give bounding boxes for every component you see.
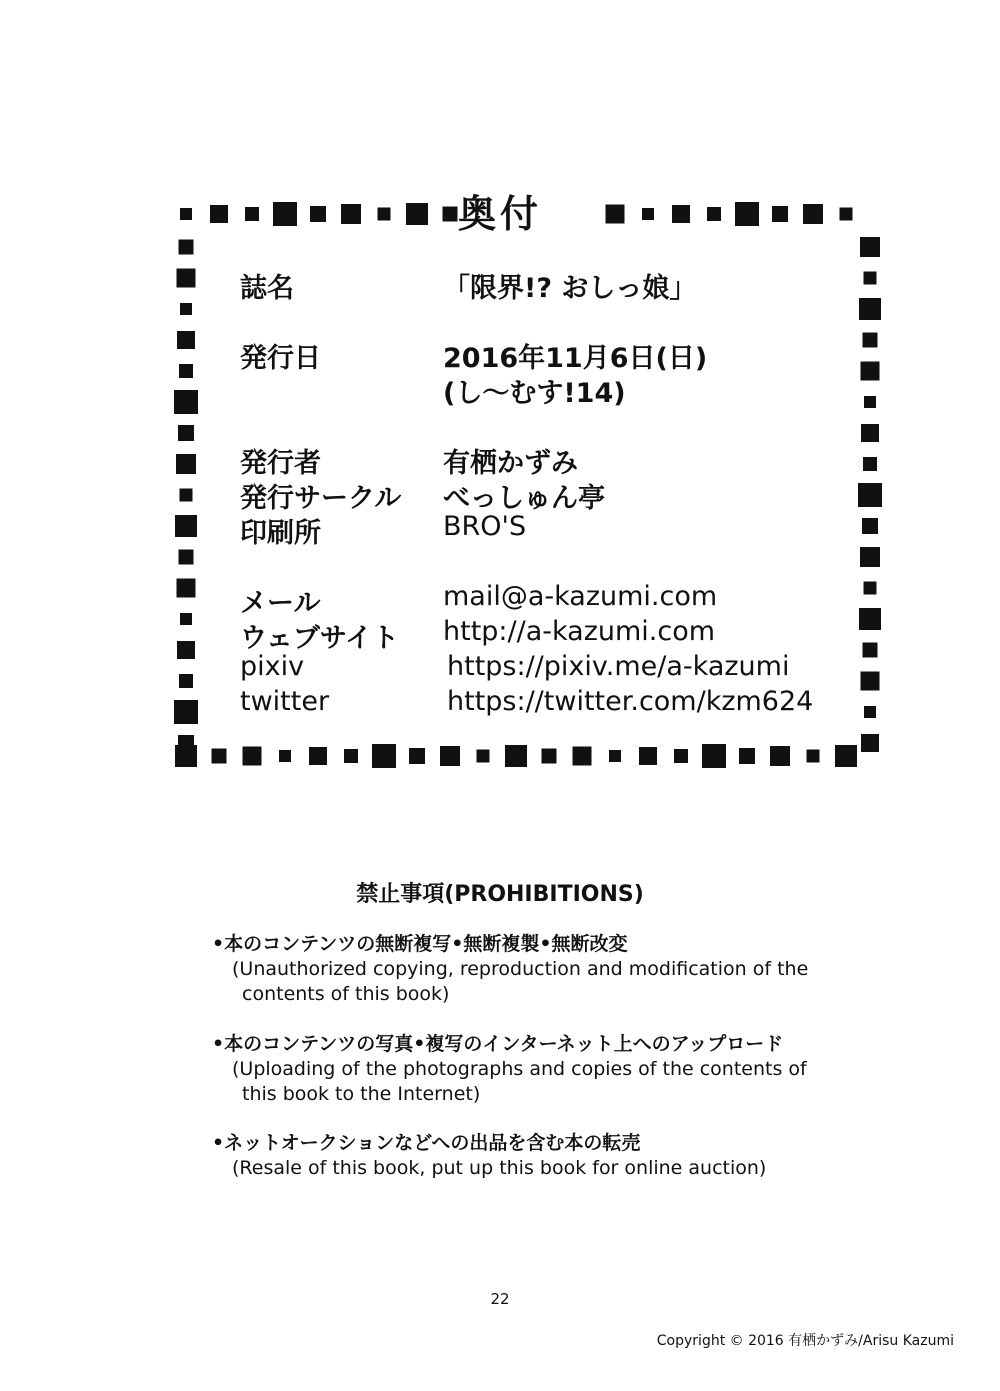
border-square <box>807 750 820 763</box>
border-square <box>674 749 688 763</box>
prohibition-ja: •本のコンテンツの無断複写•無断複製•無断改変 <box>212 933 628 955</box>
prohibition-en-cont: this book to the Internet) <box>242 1083 481 1105</box>
prohibition-item-3 <box>212 1131 766 1181</box>
mail-label: メール <box>240 588 321 619</box>
border-square <box>702 744 726 768</box>
border-square <box>864 706 876 718</box>
border-square <box>863 643 878 658</box>
website-value: http://a-kazumi.com <box>443 616 716 647</box>
border-square <box>861 672 880 691</box>
website-label: ウェブサイト <box>240 623 400 654</box>
border-square <box>180 489 193 502</box>
border-square <box>372 744 396 768</box>
border-square <box>178 425 194 441</box>
publisher-value: 有栖かずみ <box>443 448 578 479</box>
pixiv-value: https://pixiv.me/a-kazumi <box>447 651 790 682</box>
colophon-title: 奥付 <box>457 192 542 236</box>
border-square <box>861 362 880 381</box>
prohibition-ja: •ネットオークションなどへの出品を含む本の転売 <box>212 1132 641 1154</box>
border-square <box>864 272 877 285</box>
border-square <box>862 518 878 534</box>
border-square <box>863 457 877 471</box>
border-square <box>309 747 327 765</box>
border-square <box>176 454 196 474</box>
border-square <box>739 748 755 764</box>
date-label: 発行日 <box>240 343 321 374</box>
border-square <box>864 396 876 408</box>
prohibition-item-1 <box>212 932 808 1007</box>
border-square <box>542 749 557 764</box>
border-square <box>175 745 197 767</box>
magazine-label: 誌名 <box>240 273 294 304</box>
border-square <box>409 748 425 764</box>
border-square <box>179 674 193 688</box>
border-square <box>179 364 193 378</box>
border-square <box>440 746 460 766</box>
prohibition-en: (Uploading of the photographs and copies of the contents of <box>232 1058 807 1080</box>
magazine-value: 「限界!? おしっ娘」 <box>443 273 697 304</box>
border-square <box>177 269 196 288</box>
border-square <box>180 303 192 315</box>
twitter-label: twitter <box>240 686 330 717</box>
border-square <box>180 613 192 625</box>
prohibitions-title: 禁止事項(PROHIBITIONS) <box>356 882 644 907</box>
border-square <box>178 735 194 751</box>
circle-value: べっしゅん亭 <box>443 483 605 514</box>
border-square <box>279 750 291 762</box>
prohibition-en: (Unauthorized copying, reproduction and modification of the <box>232 958 809 980</box>
date-event: (し〜むす!14) <box>443 378 626 409</box>
border-square <box>860 547 880 567</box>
border-square <box>179 240 194 255</box>
pixiv-label: pixiv <box>240 651 305 682</box>
prohibition-item-2 <box>212 1032 807 1107</box>
border-square <box>859 608 881 630</box>
border-square <box>344 749 358 763</box>
border-square <box>174 390 198 414</box>
prohibition-en: (Resale of this book, put up this book for online auction) <box>232 1157 767 1179</box>
border-square <box>861 734 879 752</box>
border-square <box>243 747 262 766</box>
mail-value: mail@a-kazumi.com <box>443 581 718 612</box>
border-square <box>477 750 490 763</box>
border-square <box>179 550 194 565</box>
border-square <box>863 333 878 348</box>
prohibition-en-cont: contents of this book) <box>242 983 450 1005</box>
date-value: 2016年11月6日(日) <box>443 343 708 374</box>
border-square <box>770 746 790 766</box>
prohibition-ja: •本のコンテンツの写真•複写のインターネット上へのアップロード <box>212 1033 784 1055</box>
border-square <box>864 582 877 595</box>
border-square <box>174 700 198 724</box>
copyright-notice: Copyright © 2016 有栖かずみ/Arisu Kazumi <box>656 1333 954 1349</box>
border-square <box>861 424 879 442</box>
border-square <box>835 745 857 767</box>
page-number: 22 <box>490 1290 510 1308</box>
border-square <box>859 298 881 320</box>
printer-label: 印刷所 <box>240 518 321 549</box>
publisher-label: 発行者 <box>240 448 321 479</box>
twitter-value: https://twitter.com/kzm624 <box>447 686 814 717</box>
border-square <box>177 579 196 598</box>
border-square <box>858 483 882 507</box>
printer-value: BRO'S <box>443 511 527 542</box>
border-square <box>609 750 621 762</box>
border-square <box>573 747 592 766</box>
border-square <box>177 641 195 659</box>
border-square <box>639 747 657 765</box>
circle-label: 発行サークル <box>240 483 402 514</box>
border-square <box>212 749 227 764</box>
border-square <box>175 515 197 537</box>
border-square <box>505 745 527 767</box>
border-square <box>860 237 880 257</box>
border-square <box>177 331 195 349</box>
